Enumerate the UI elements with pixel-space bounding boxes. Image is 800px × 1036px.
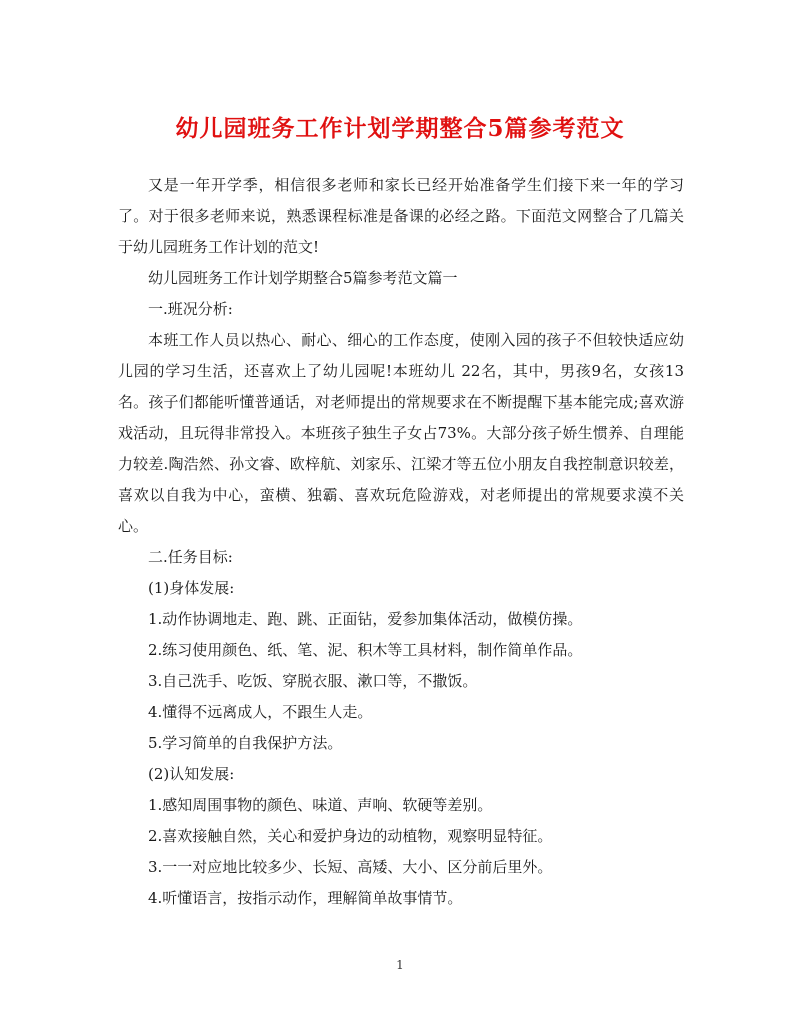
document-body	[118, 170, 684, 914]
page-number: 1	[396, 958, 404, 972]
list-item: 4.懂得不远离成人，不跟生人走。	[148, 703, 373, 721]
list-item: 2.练习使用颜色、纸、笔、泥、积木等工具材料，制作简单作品。	[148, 641, 583, 659]
part1-heading: 一.班况分析:	[148, 300, 233, 318]
list-item: 5.学习简单的自我保护方法。	[148, 734, 343, 752]
intro-paragraph: 又是一年开学季，相信很多老师和家长已经开始准备学生们接下来一年的学习了。对于很多老师来说，熟悉课程标准是备课的必经之路。下面范文网整合了几篇关于幼儿园班务工作计划的范文!	[118, 176, 684, 256]
list-item: 1.动作协调地走、跑、跳、正面钻，爱参加集体活动，做模仿操。	[148, 610, 583, 628]
section-heading: 幼儿园班务工作计划学期整合5篇参考范文篇一	[148, 269, 458, 287]
list-item: 2.喜欢接触自然，关心和爱护身边的动植物，观察明显特征。	[148, 827, 553, 845]
sub2-heading: (2)认知发展:	[148, 765, 235, 783]
list-item: 1.感知周围事物的颜色、味道、声响、软硬等差别。	[148, 796, 493, 814]
part2-heading: 二.任务目标:	[148, 548, 233, 566]
sub1-heading: (1)身体发展:	[148, 579, 235, 597]
document-title: 幼儿园班务工作计划学期整合5篇参考范文	[175, 115, 625, 142]
list-item: 3.一一对应地比较多少、长短、高矮、大小、区分前后里外。	[148, 858, 553, 876]
list-item: 3.自己洗手、吃饭、穿脱衣服、漱口等，不撒饭。	[148, 672, 478, 690]
part1-body: 本班工作人员以热心、耐心、细心的工作态度，使刚入园的孩子不但较快适应幼儿园的学习生活，还喜欢上了幼儿园呢!本班幼儿 22名，其中，男孩9名，女孩13名。孩子们都能听懂普通话，对老师提出的常规要求在不断提醒下基本能完成;喜欢游戏活动，且玩得非常投入。本班孩子独生子女占73%。大部分孩子娇生惯养、自理能力较差.陶浩然、孙文睿、欧梓航、刘家乐、江梁才等五位小朋友自我控制意识较差，喜欢以自我为中心，蛮横、独霸、喜欢玩危险游戏，对老师提出的常规要求漠不关心。	[118, 331, 684, 535]
list-item: 4.听懂语言，按指示动作，理解简单故事情节。	[148, 889, 463, 907]
